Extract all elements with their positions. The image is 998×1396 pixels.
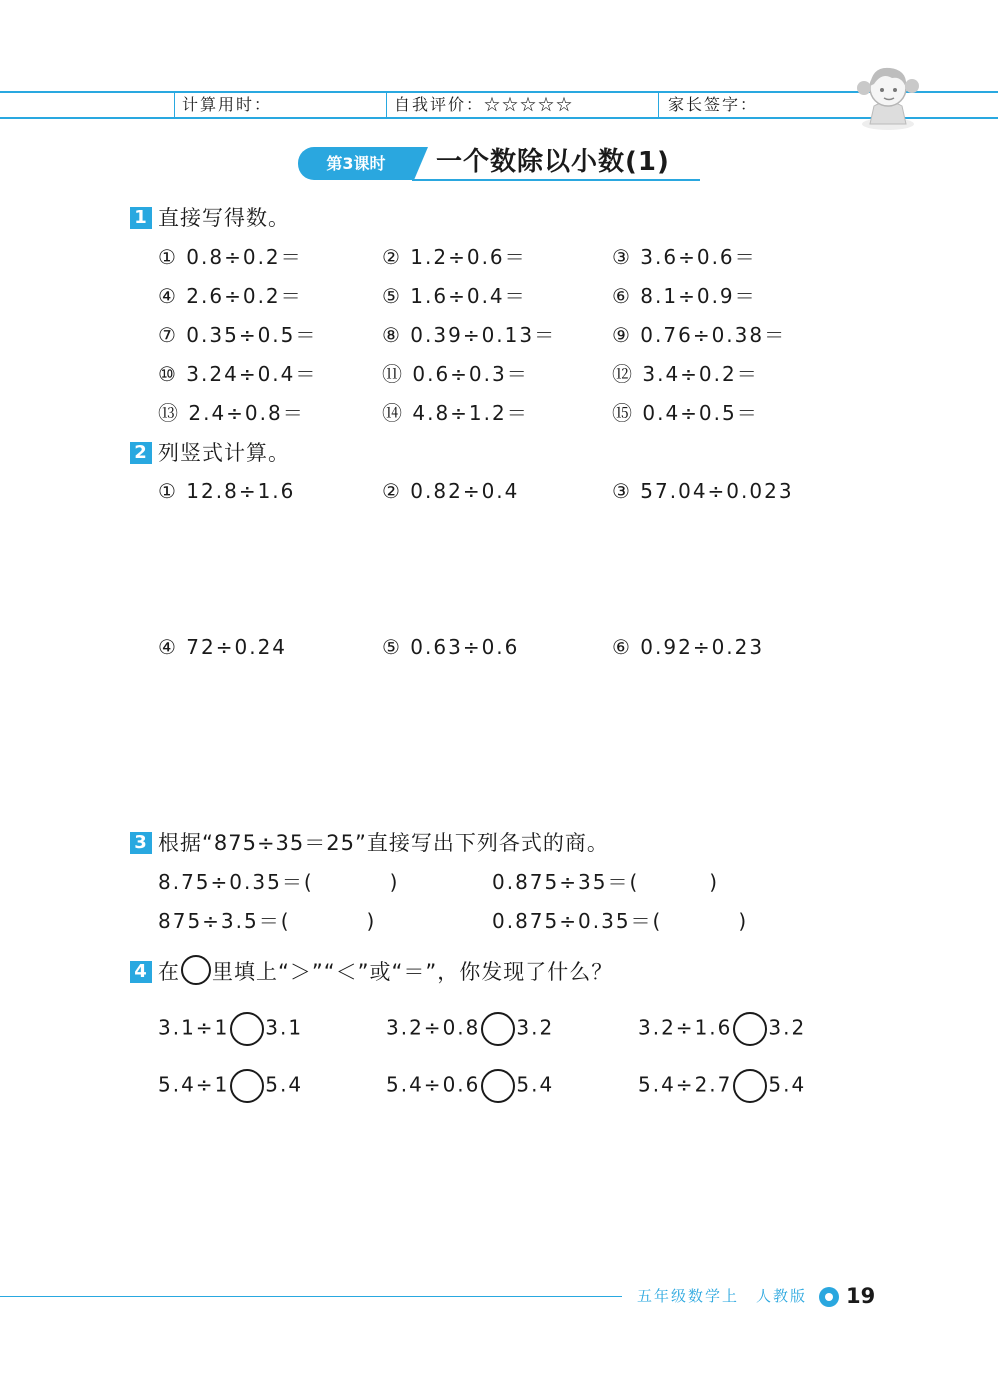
header-separator	[658, 93, 659, 117]
comparison-circle[interactable]	[230, 1012, 264, 1046]
section-heading-text: 直接写得数。	[158, 206, 290, 230]
fill-in-item	[158, 908, 376, 934]
right-value: 5.4	[516, 1072, 555, 1097]
compare-item	[638, 1012, 806, 1046]
problem-item: ⑬ 2.4÷0.8＝	[158, 401, 305, 425]
header-top-line	[0, 91, 998, 93]
expression: 0.875÷35＝(	[492, 870, 640, 894]
problem-item: ⑪ 0.6÷0.3＝	[382, 362, 529, 386]
section-heading-text: 里填上“＞”“＜”或“＝”，你发现了什么？	[212, 960, 614, 984]
comparison-circle[interactable]	[481, 1069, 515, 1103]
expression: 0.875÷0.35＝(	[492, 909, 663, 933]
problem-item: ⑧ 0.39÷0.13＝	[382, 323, 557, 347]
footer-line	[0, 1296, 622, 1297]
compare-item	[386, 1069, 554, 1103]
footer-dot-icon	[819, 1287, 839, 1307]
comparison-circle[interactable]	[733, 1012, 767, 1046]
problem-item: ⑭ 4.8÷1.2＝	[382, 401, 529, 425]
header-separator	[386, 93, 387, 117]
left-expression: 3.2÷1.6	[638, 1015, 733, 1040]
problem-item: ⑮ 0.4÷0.5＝	[612, 401, 759, 425]
header-bottom-line	[0, 117, 998, 119]
comparison-circle-icon	[181, 955, 211, 985]
section-3-heading	[130, 830, 609, 856]
left-expression: 3.1÷1	[158, 1015, 230, 1040]
comparison-circle[interactable]	[481, 1012, 515, 1046]
problem-item: ⑤ 1.6÷0.4＝	[382, 284, 527, 308]
page-number: 19	[846, 1284, 876, 1308]
problem-item: ④ 72÷0.24	[158, 635, 288, 659]
section-1-heading	[130, 205, 290, 231]
expression: 875÷3.5＝(	[158, 909, 291, 933]
right-value: 3.2	[516, 1015, 555, 1040]
problem-item: ⑫ 3.4÷0.2＝	[612, 362, 759, 386]
problem-item: ⑥ 8.1÷0.9＝	[612, 284, 757, 308]
section-number-badge: 4	[130, 961, 152, 983]
left-expression: 5.4÷1	[158, 1072, 230, 1097]
comparison-circle[interactable]	[230, 1069, 264, 1103]
cartoon-girl-illustration	[852, 58, 924, 132]
right-value: 3.1	[265, 1015, 304, 1040]
parent-signature-label: 家长签字：	[668, 95, 759, 114]
close-paren: )	[389, 870, 400, 894]
section-number-badge: 2	[130, 442, 152, 464]
left-expression: 5.4÷0.6	[386, 1072, 481, 1097]
expression: 8.75÷0.35＝(	[158, 870, 314, 894]
section-2-heading	[130, 440, 290, 466]
problem-item: ① 0.8÷0.2＝	[158, 245, 303, 269]
section-heading-text: 列竖式计算。	[158, 441, 290, 465]
problem-item: ② 0.82÷0.4	[382, 479, 520, 503]
problem-item: ⑤ 0.63÷0.6	[382, 635, 520, 659]
right-value: 5.4	[265, 1072, 304, 1097]
problem-item: ⑦ 0.35÷0.5＝	[158, 323, 318, 347]
lesson-badge: 第3课时	[298, 147, 414, 180]
comparison-circle[interactable]	[733, 1069, 767, 1103]
left-expression: 5.4÷2.7	[638, 1072, 733, 1097]
section-number-badge: 3	[130, 832, 152, 854]
fill-in-item	[492, 908, 748, 934]
compare-item	[158, 1012, 303, 1046]
section-heading-text: 根据“875÷35＝25”直接写出下列各式的商。	[158, 831, 609, 855]
close-paren: )	[366, 909, 377, 933]
problem-item: ⑨ 0.76÷0.38＝	[612, 323, 787, 347]
time-label: 计算用时：	[182, 95, 273, 114]
lesson-title: 一个数除以小数(1)	[436, 147, 670, 177]
compare-item	[638, 1069, 806, 1103]
problem-item: ① 12.8÷1.6	[158, 479, 296, 503]
header-separator	[174, 93, 175, 117]
problem-item: ⑩ 3.24÷0.4＝	[158, 362, 318, 386]
right-value: 5.4	[768, 1072, 807, 1097]
section-heading-text: 在	[158, 960, 180, 984]
footer-book-label: 五年级数学上 人教版	[637, 1287, 808, 1305]
right-value: 3.2	[768, 1015, 807, 1040]
fill-in-item	[492, 869, 719, 895]
close-paren: )	[738, 909, 749, 933]
problem-item: ③ 57.04÷0.023	[612, 479, 794, 503]
left-expression: 3.2÷0.8	[386, 1015, 481, 1040]
fill-in-item	[158, 869, 399, 895]
section-number-badge: 1	[130, 207, 152, 229]
problem-item: ⑥ 0.92÷0.23	[612, 635, 765, 659]
close-paren: )	[709, 870, 720, 894]
section-4-heading	[130, 955, 613, 985]
compare-item	[386, 1012, 554, 1046]
rating-label: 自我评价：☆☆☆☆☆	[394, 95, 575, 114]
problem-item: ③ 3.6÷0.6＝	[612, 245, 757, 269]
problem-item: ② 1.2÷0.6＝	[382, 245, 527, 269]
problem-item: ④ 2.6÷0.2＝	[158, 284, 303, 308]
compare-item	[158, 1069, 303, 1103]
